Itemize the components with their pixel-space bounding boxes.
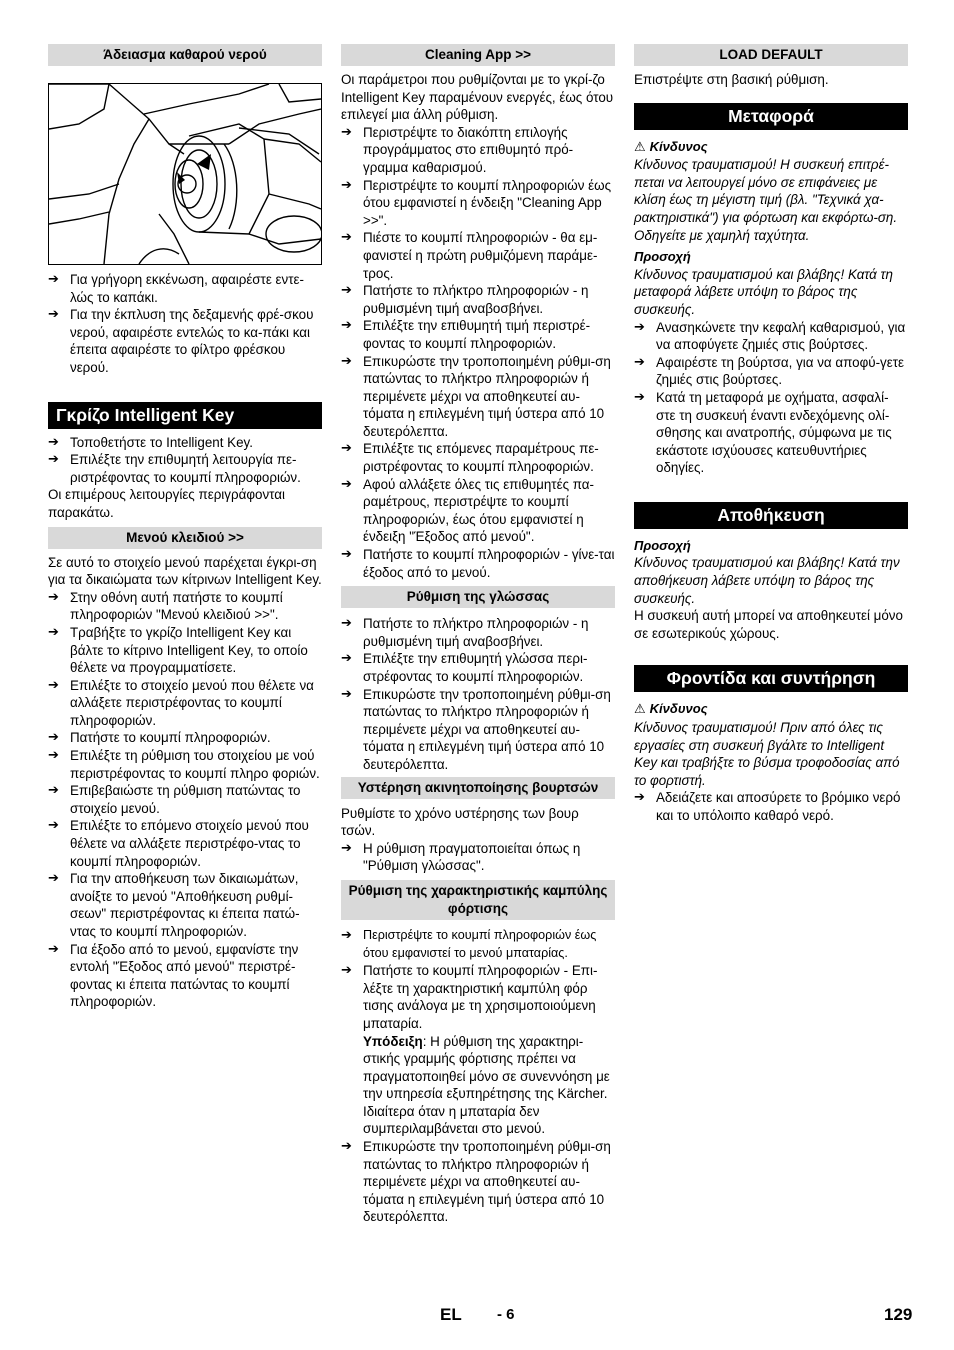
- section-title: Αποθήκευση: [634, 502, 908, 529]
- arrow-icon: ➔: [341, 840, 352, 856]
- arrow-icon: ➔: [341, 283, 352, 299]
- arrow-icon: ➔: [341, 651, 352, 667]
- arrow-icon: ➔: [48, 871, 59, 887]
- list-item: ➔ Περιστρέψτε το κουμπί πληροφοριών έως ότου εμφανιστεί η ένδειξη "Cleaning App >>".: [341, 177, 612, 228]
- arrow-icon: ➔: [341, 927, 352, 943]
- list-item: ➔ Πατήστε το πλήκτρο πληροφοριών - η ρυθμισμένη τιμή αναβοσβήνει.: [341, 616, 589, 649]
- illustration-fresh-water-cap: [48, 83, 322, 265]
- caution-label: Προσοχή: [634, 249, 691, 265]
- list-item: ➔ Επιλέξτε την επιθυμητή τιμή περιστρέ-φοντας το κουμπί πληροφοριών.: [341, 318, 591, 351]
- arrow-icon: ➔: [48, 818, 59, 834]
- note: [341, 1033, 615, 1139]
- warning-triangle-icon: ⚠: [634, 702, 646, 718]
- local-page-number: - 6: [497, 1306, 515, 1323]
- arrow-icon: ➔: [341, 476, 352, 492]
- list-item: ➔ Επιλέξτε το επόμενο στοιχείο μενού που θέλετε να αλλάξετε περιστρέφο-ντας το κουμπί πληροφοριών.: [48, 818, 309, 869]
- section-title: Φροντίδα και συντήρηση: [634, 665, 908, 692]
- arrow-icon: ➔: [341, 963, 352, 979]
- note-label: Υπόδειξη: [363, 1033, 423, 1049]
- list-item: ➔ Αδειάζετε και αποσύρετε το βρόμικο νερό και το υπόλοιπο καθαρό νερό.: [634, 790, 901, 823]
- page-number: 129: [884, 1305, 913, 1324]
- arrow-icon: ➔: [341, 1139, 352, 1155]
- arrow-icon: ➔: [341, 547, 352, 563]
- list-item: ➔ Τραβήξτε το γκρίζο Intelligent Key και βάλτε το κίτρινο Intelligent Key, το οποίο θέλετε να προγραμματίσετε.: [48, 624, 308, 676]
- paragraph: Οι παράμετροι που ρυθμίζονται με το γκρί-ζο Intelligent Key παραμένουν ενεργές, έως ότου επιλεγεί μια άλλη ρύθμιση.: [341, 72, 614, 123]
- list-item: ➔ Επικυρώστε την τροποποιημένη ρύθμι-ση πατώντας το πλήκτρο πληροφοριών ή περιμένετε μέχρι να αποθηκευτεί αυ-τόματα η επιλεγμένη τιμή ύστερα από 10 δευτερόλεπτα.: [341, 1139, 611, 1225]
- list-item: ➔ Αφαιρέστε τη βούρτσα, για να αποφύ-γετε ζημιές στις βούρτσες.: [634, 354, 904, 388]
- arrow-icon: ➔: [341, 686, 352, 702]
- list-item: ➔ Επιβεβαιώστε τη ρύθμιση πατώντας το στοιχείο μενού.: [48, 783, 301, 816]
- arrow-icon: ➔: [48, 783, 59, 799]
- list-item: ➔ Πατήστε το κουμπί πληροφοριών.: [48, 730, 271, 746]
- list-item: ➔ Επιλέξτε το στοιχείο μενού που θέλετε να αλλάξετε περιστρέφοντας το κουμπί πληροφοριών.: [48, 677, 314, 728]
- arrow-icon: ➔: [48, 730, 59, 746]
- danger-text: Κίνδυνος τραυματισμού! Πριν από όλες τις εργασίες στη συσκευή βγάλτε το Intelligent Key και τραβήξτε το βύσμα τροφοδοσίας από το φορτιστή.: [634, 720, 900, 788]
- language-code: EL: [440, 1305, 462, 1324]
- arrow-icon: ➔: [634, 790, 645, 806]
- arrow-icon: ➔: [48, 589, 59, 605]
- arrow-icon: ➔: [341, 230, 352, 246]
- arrow-icon: ➔: [634, 354, 645, 370]
- section-title: Μεταφορά: [634, 103, 908, 130]
- list-item: ➔ Επιλέξτε την επιθυμητή λειτουργία πε-ριστρέφοντας το κουμπί πληροφοριών.: [48, 452, 301, 485]
- section-heading: LOAD DEFAULT: [634, 44, 908, 66]
- list-item: ➔ Για έξοδο από το μενού, εμφανίστε την εντολή "Έξοδος από μενού" περιστρέ-φοντας κι έπειτα πατώντας το κουμπί πληροφοριών.: [48, 941, 299, 1010]
- list-item: ➔ Για την αποθήκευση των δικαιωμάτων, ανοίξτε το μενού "Αποθήκευση ρυθμί-σεων" περιστρέφοντας κι έπειτα πατώ-ντας το κουμπί πληροφοριών.: [48, 871, 300, 939]
- column-1: [48, 44, 322, 1011]
- list-item: ➔ Στην οθόνη αυτή πατήστε το κουμπί πληροφοριών "Μενού κλειδιού >>".: [48, 589, 283, 623]
- machine-drawing: [49, 84, 321, 264]
- list-item: ➔ Πατήστε το κουμπί πληροφοριών - γίνε-ται έξοδος από το μενού.: [341, 547, 615, 580]
- list-item: ➔ Περιστρέψτε το κουμπί πληροφοριών έως ότου εμφανιστεί το μενού μπαταρίας.: [341, 927, 597, 960]
- arrow-icon: ➔: [48, 624, 59, 640]
- list-item: ➔ Πιέστε το κουμπί πληροφοριών - θα εμ-φανιστεί η πρώτη ρυθμιζόμενη παράμε-τρος.: [341, 230, 598, 281]
- section-heading: Υστέρηση ακινητοποίησης βουρτσών: [341, 777, 615, 799]
- list-item: ➔ Αφού αλλάξετε όλες τις επιθυμητές πα-ραμέτρους, περιστρέψτε το κουμπί πληροφοριών, έως ότου εμφανιστεί η ένδειξη "Έξοδος από μενού".: [341, 476, 594, 545]
- list-item: ➔ Πατήστε το πλήκτρο πληροφοριών - η ρυθμισμένη τιμή αναβοσβήνει.: [341, 283, 589, 316]
- list-item: ➔ Πατήστε το κουμπί πληροφοριών - Επι-λέξτε τη χαρακτηριστική καμπύλη φόρ τισης ανάλογα με τη χρησιμοποιούμενη μπαταρία.: [341, 963, 598, 1031]
- list-item: ➔ Ανασηκώνετε την κεφαλή καθαρισμού, για να αποφύγετε ζημιές στις βούρτσες.: [634, 319, 906, 353]
- section-heading: Ρύθμιση της γλώσσας: [341, 586, 615, 608]
- section-heading: Μενού κλειδιού >>: [48, 527, 322, 549]
- warning-triangle-icon: ⚠: [634, 139, 646, 155]
- list-item: ➔ Κατά τη μεταφορά με οχήματα, ασφαλί-στε τη συσκευή έναντι ενδεχόμενης ολί-σθησης και ανατροπής, σύμφωνα με τις εκάστοτε ισχύουσες κατευθυντήριες οδηγίες.: [634, 389, 892, 476]
- section-heading: Cleaning App >>: [341, 44, 615, 66]
- arrow-icon: ➔: [341, 441, 352, 457]
- danger-label: ⚠ Κίνδυνος: [634, 138, 708, 155]
- caution-text: Κίνδυνος τραυματισμού και βλάβης! Κατά την αποθήκευση λάβετε υπόψη το βάρος της συσκευής.: [634, 555, 900, 606]
- paragraph: Ρυθμίστε το χρόνο υστέρησης των βουρ τσών.: [341, 805, 579, 839]
- arrow-icon: ➔: [48, 452, 59, 468]
- list-item: ➔ Επικυρώστε την τροποποιημένη ρύθμι-ση πατώντας το πλήκτρο πληροφοριών ή περιμένετε μέχρι να αποθηκευτεί αυ-τόματα η επιλεγμένη τιμή ύστερα από 10 δευτερόλεπτα.: [341, 686, 611, 772]
- arrow-icon: ➔: [341, 124, 352, 140]
- arrow-icon: ➔: [341, 616, 352, 632]
- arrow-icon: ➔: [48, 272, 59, 287]
- danger-text: Κίνδυνος τραυματισμού! Η συσκευή επιτρέ-πεται να λειτουργεί μόνο σε επιφάνειες με κλίση έως τη μέγιστη τιμή (βλ. "Τεχνικά χα-ρακτηριστικά") για φόρτωση και εκφόρτω-ση. Οδηγείτε με χαμηλή ταχύτητα.: [634, 157, 898, 243]
- arrow-icon: ➔: [341, 177, 352, 193]
- section-heading: Ρύθμιση της χαρακτηριστικής καμπύλης φόρτισης: [341, 880, 615, 920]
- arrow-icon: ➔: [341, 318, 352, 334]
- section-title: Γκρίζο Intelligent Key: [48, 402, 322, 429]
- list-item: ➔ Επιλέξτε την επιθυμητή γλώσσα περι-στρέφοντας το κουμπί πληροφοριών.: [341, 651, 588, 684]
- note-text: : Η ρύθμιση της χαρακτηρι-στικής γραμμής φόρτισης πρέπει να πραγματοποιηθεί μόνο σε συνεννόηση με την υπηρεσία εξυπηρέτησης της Kärcher. Ιδιαίτερα όταν η μπαταρία δεν συμπεριλαμβάνεται στο μενού.: [363, 1033, 610, 1137]
- arrow-icon: ➔: [48, 748, 59, 764]
- arrow-icon: ➔: [341, 353, 352, 369]
- list-item: ➔ Επιλέξτε τις επόμενες παραμέτρους πε-ριστρέφοντας το κουμπί πληροφοριών.: [341, 441, 599, 475]
- paragraph: Σε αυτό το στοιχείο μενού παρέχεται έγκρι-ση για τα δικαιώματα των κίτρινων Intelligent Key.: [48, 554, 322, 588]
- arrow-icon: ➔: [48, 677, 59, 693]
- arrow-icon: ➔: [48, 941, 59, 957]
- list-item: ➔ Περιστρέψτε το διακόπτη επιλογής προγράμματος στο επιθυμητό πρό-γραμμα καθαρισμού.: [341, 124, 574, 175]
- paragraph: Επιστρέψτε στη βασική ρύθμιση.: [634, 72, 829, 87]
- list-item: ➔ Για την έκπλυση της δεξαμενής φρέ-σκου νερού, αφαιρέστε εντελώς το κα-πάκι και έπειτα αφαιρέστε το φίλτρο φρέσκου νερού.: [48, 307, 314, 375]
- arrow-icon: ➔: [48, 434, 59, 450]
- paragraph: Η συσκευή αυτή μπορεί να αποθηκευτεί μόνο σε εσωτερικούς χώρους.: [634, 608, 903, 641]
- arrow-icon: ➔: [634, 319, 645, 335]
- paragraph: Οι επιμέρους λειτουργίες περιγράφονται παρακάτω.: [48, 487, 285, 520]
- arrow-icon: ➔: [48, 307, 59, 323]
- caution-label: Προσοχή: [634, 537, 691, 553]
- danger-label: ⚠ Κίνδυνος: [634, 701, 708, 718]
- list-item: ➔ Επικυρώστε την τροποποιημένη ρύθμι-ση πατώντας το πλήκτρο πληροφοριών ή περιμένετε μέχρι να αποθηκευτεί αυ-τόματα η επιλεγμένη τιμή ύστερα από 10 δευτερόλεπτα.: [341, 353, 611, 439]
- list-item: ➔ Η ρύθμιση πραγματοποιείται όπως η "Ρύθμιση γλώσσας".: [341, 840, 581, 874]
- arrow-icon: ➔: [634, 389, 645, 405]
- section-heading: Άδειασμα καθαρού νερού: [48, 44, 322, 66]
- list-item: ➔ Για γρήγορη εκκένωση, αφαιρέστε εντε-λώς το καπάκι.: [48, 272, 304, 305]
- column-2: [341, 44, 615, 1226]
- list-item: ➔ Επιλέξτε τη ρύθμιση του στοιχείου με νού περιστρέφοντας το κουμπί πληρο φοριών.: [48, 748, 320, 781]
- caution-text: Κίνδυνος τραυματισμού και βλάβης! Κατά τη μεταφορά λάβετε υπόψη το βάρος της συσκευής.: [634, 266, 893, 317]
- list-item: ➔ Τοποθετήστε το Intelligent Key.: [48, 434, 253, 450]
- column-3: [634, 44, 908, 825]
